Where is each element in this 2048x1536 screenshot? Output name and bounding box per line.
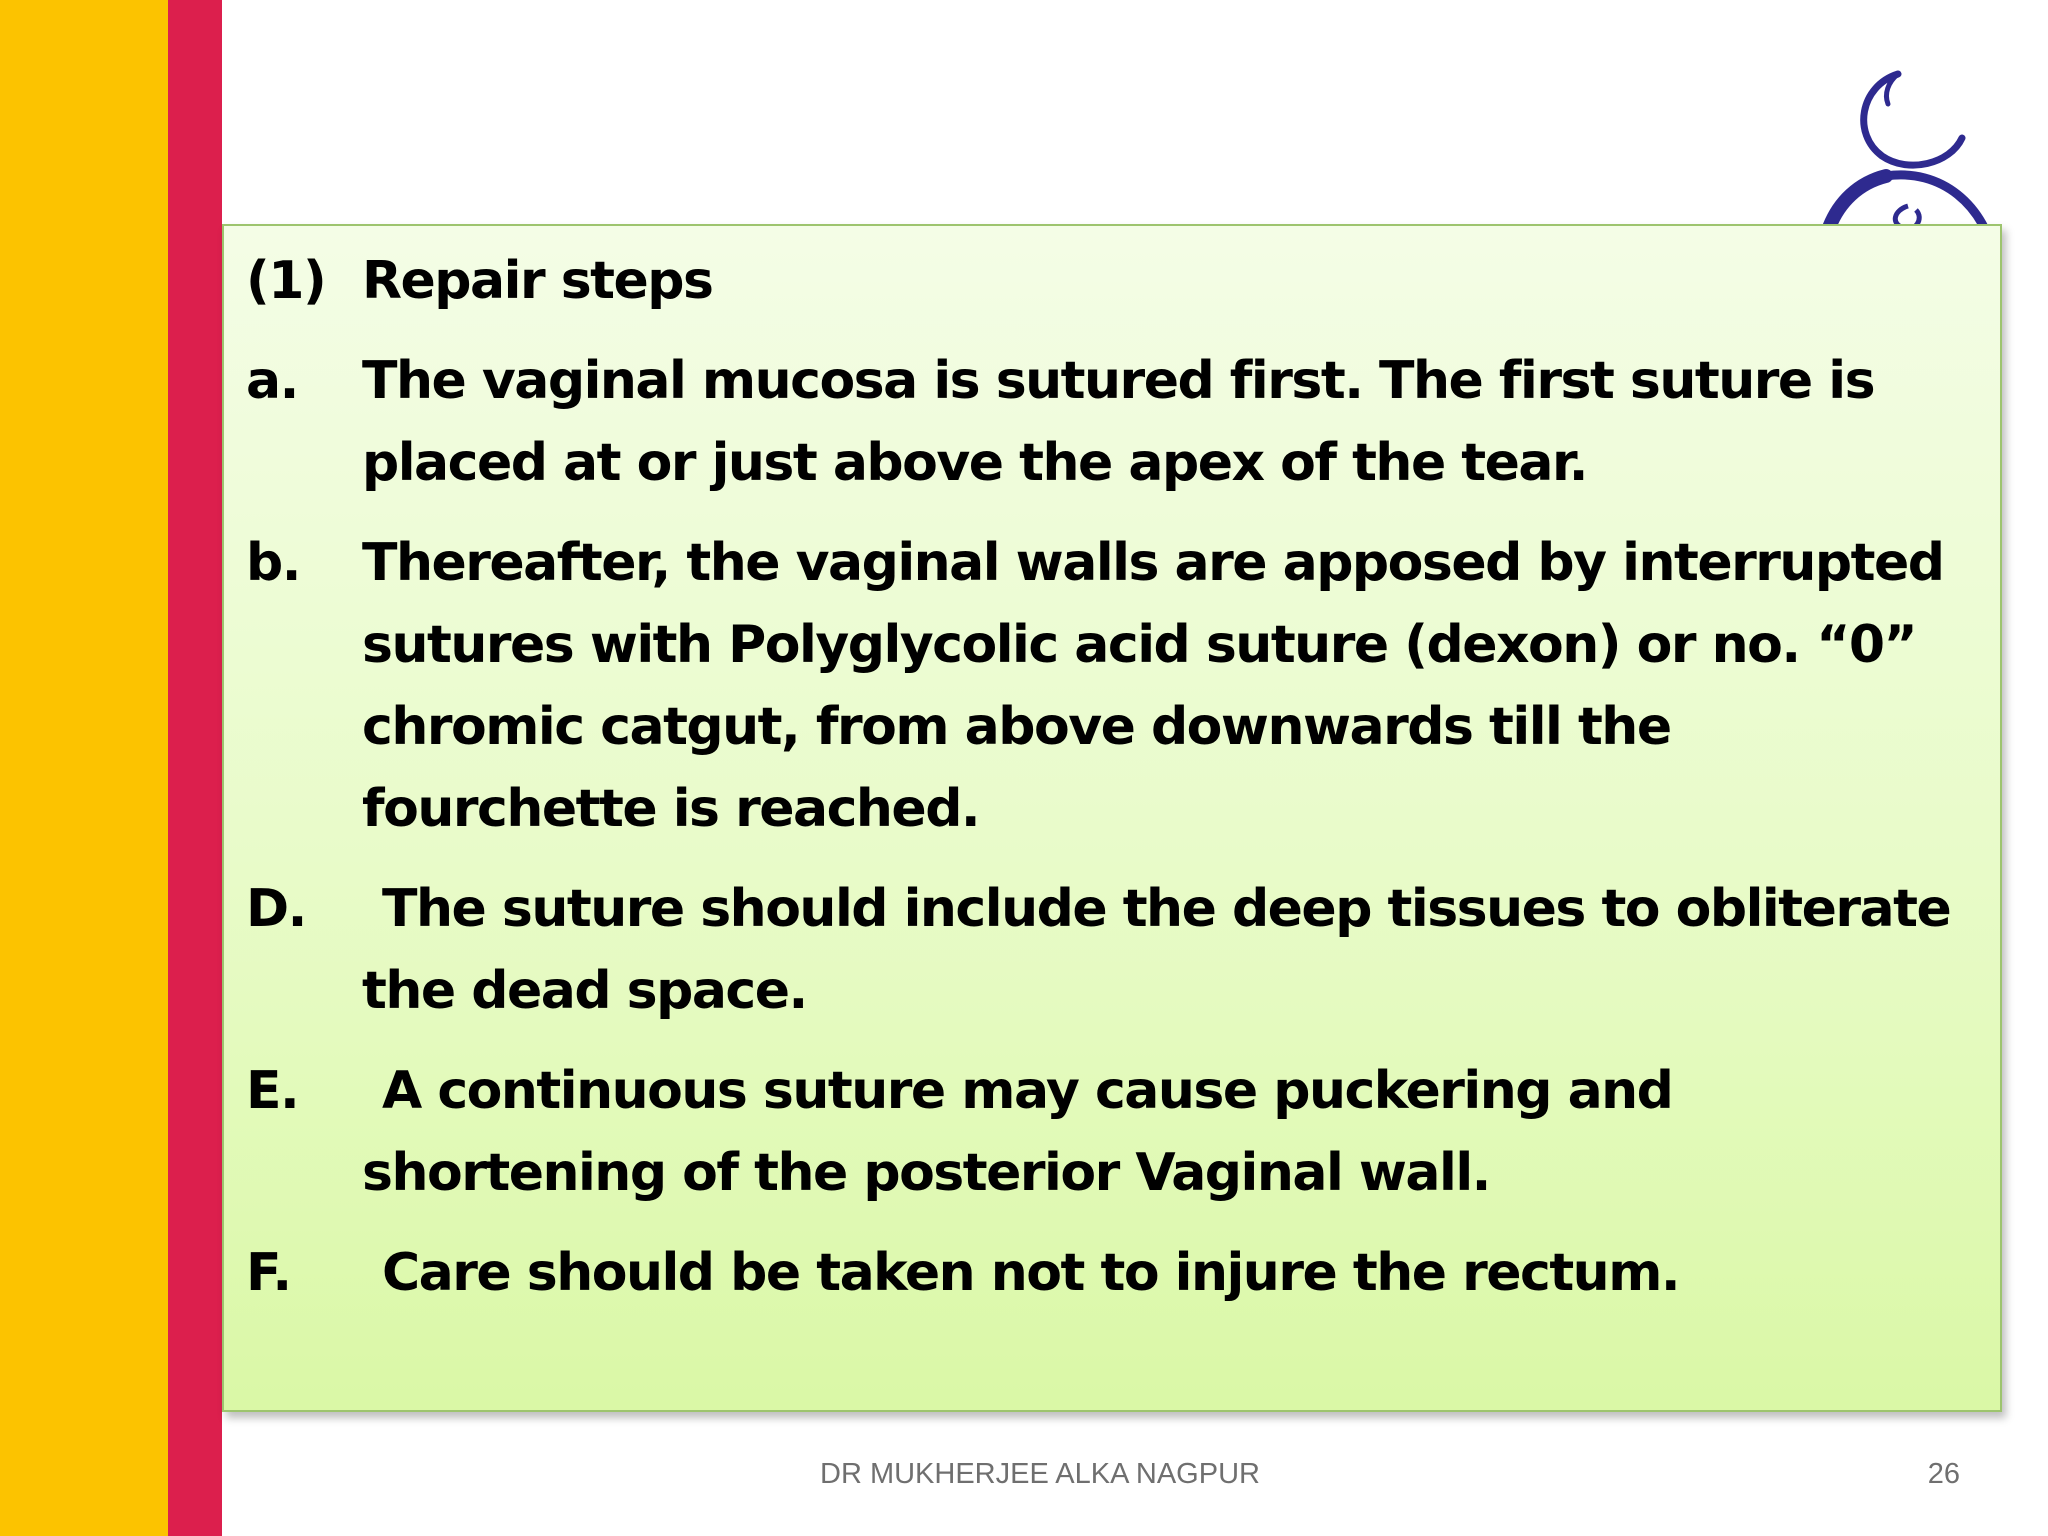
left-red-bar xyxy=(168,0,222,1536)
list-text: The suture should include the deep tissues to obliterate the dead space. xyxy=(362,879,1951,1021)
list-item-heading xyxy=(246,240,1980,322)
list-marker: D. xyxy=(246,879,306,939)
list-text: A continuous suture may cause puckering and shortening of the posterior Vaginal wall. xyxy=(362,1061,1673,1203)
list-text: Repair steps xyxy=(362,251,713,311)
list-text: Thereafter, the vaginal walls are apposed by interrupted sutures with Polyglycolic acid suture (dexon) or no. “0” chromic catgut, from above downwards till the fourchette is reached. xyxy=(362,533,1944,839)
list-marker: F. xyxy=(246,1243,291,1303)
list-text: Care should be taken not to injure the rectum. xyxy=(382,1243,1680,1303)
steps-list xyxy=(246,240,1980,1332)
list-marker: a. xyxy=(246,351,298,411)
content-box xyxy=(222,224,2002,1412)
footer-credit: DR MUKHERJEE ALKA NAGPUR xyxy=(820,1458,1260,1490)
list-item-a xyxy=(246,340,1980,504)
list-marker: b. xyxy=(246,533,300,593)
list-marker: E. xyxy=(246,1061,299,1121)
page-number: 26 xyxy=(1927,1458,1960,1490)
list-marker: (1) xyxy=(246,251,326,311)
left-yellow-bar xyxy=(0,0,168,1536)
list-item-e xyxy=(246,1050,1980,1214)
list-item-b xyxy=(246,522,1980,850)
list-item-d xyxy=(246,868,1980,1032)
list-item-f xyxy=(246,1232,1980,1314)
list-text: The vaginal mucosa is sutured first. The first suture is placed at or just above the apex of the tear. xyxy=(362,351,1875,493)
